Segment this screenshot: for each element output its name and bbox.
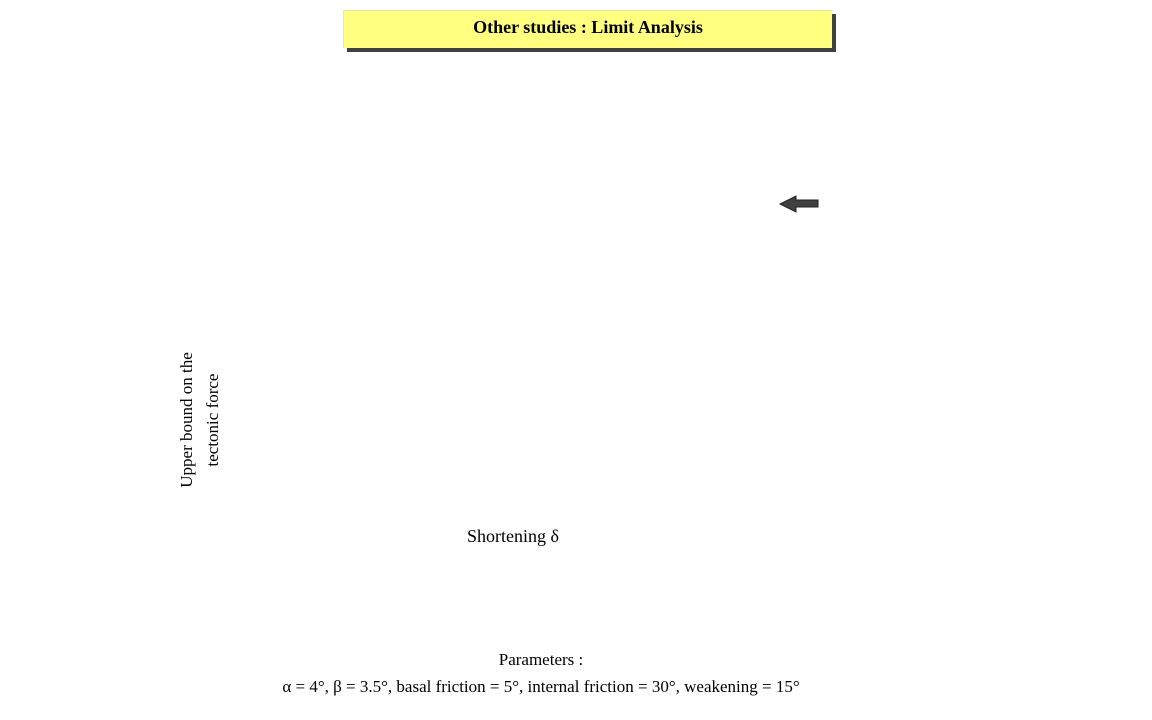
parameters-heading: Parameters : bbox=[498, 650, 584, 669]
title-box bbox=[343, 10, 832, 48]
slide-title: Other studies : Limit Analysis bbox=[473, 17, 703, 37]
y-axis-label-line1: Upper bound on the bbox=[177, 352, 196, 488]
x-axis-label: Shortening δ bbox=[467, 526, 559, 546]
y-axis-label bbox=[174, 352, 226, 488]
parameters-values: α = 4°, β = 3.5°, basal friction = 5°, internal friction = 30°, weakening = 15° bbox=[282, 677, 800, 696]
parameters-block bbox=[0, 646, 1082, 700]
left-arrow-icon bbox=[778, 194, 820, 214]
y-axis-label-line2: tectonic force bbox=[203, 373, 222, 467]
